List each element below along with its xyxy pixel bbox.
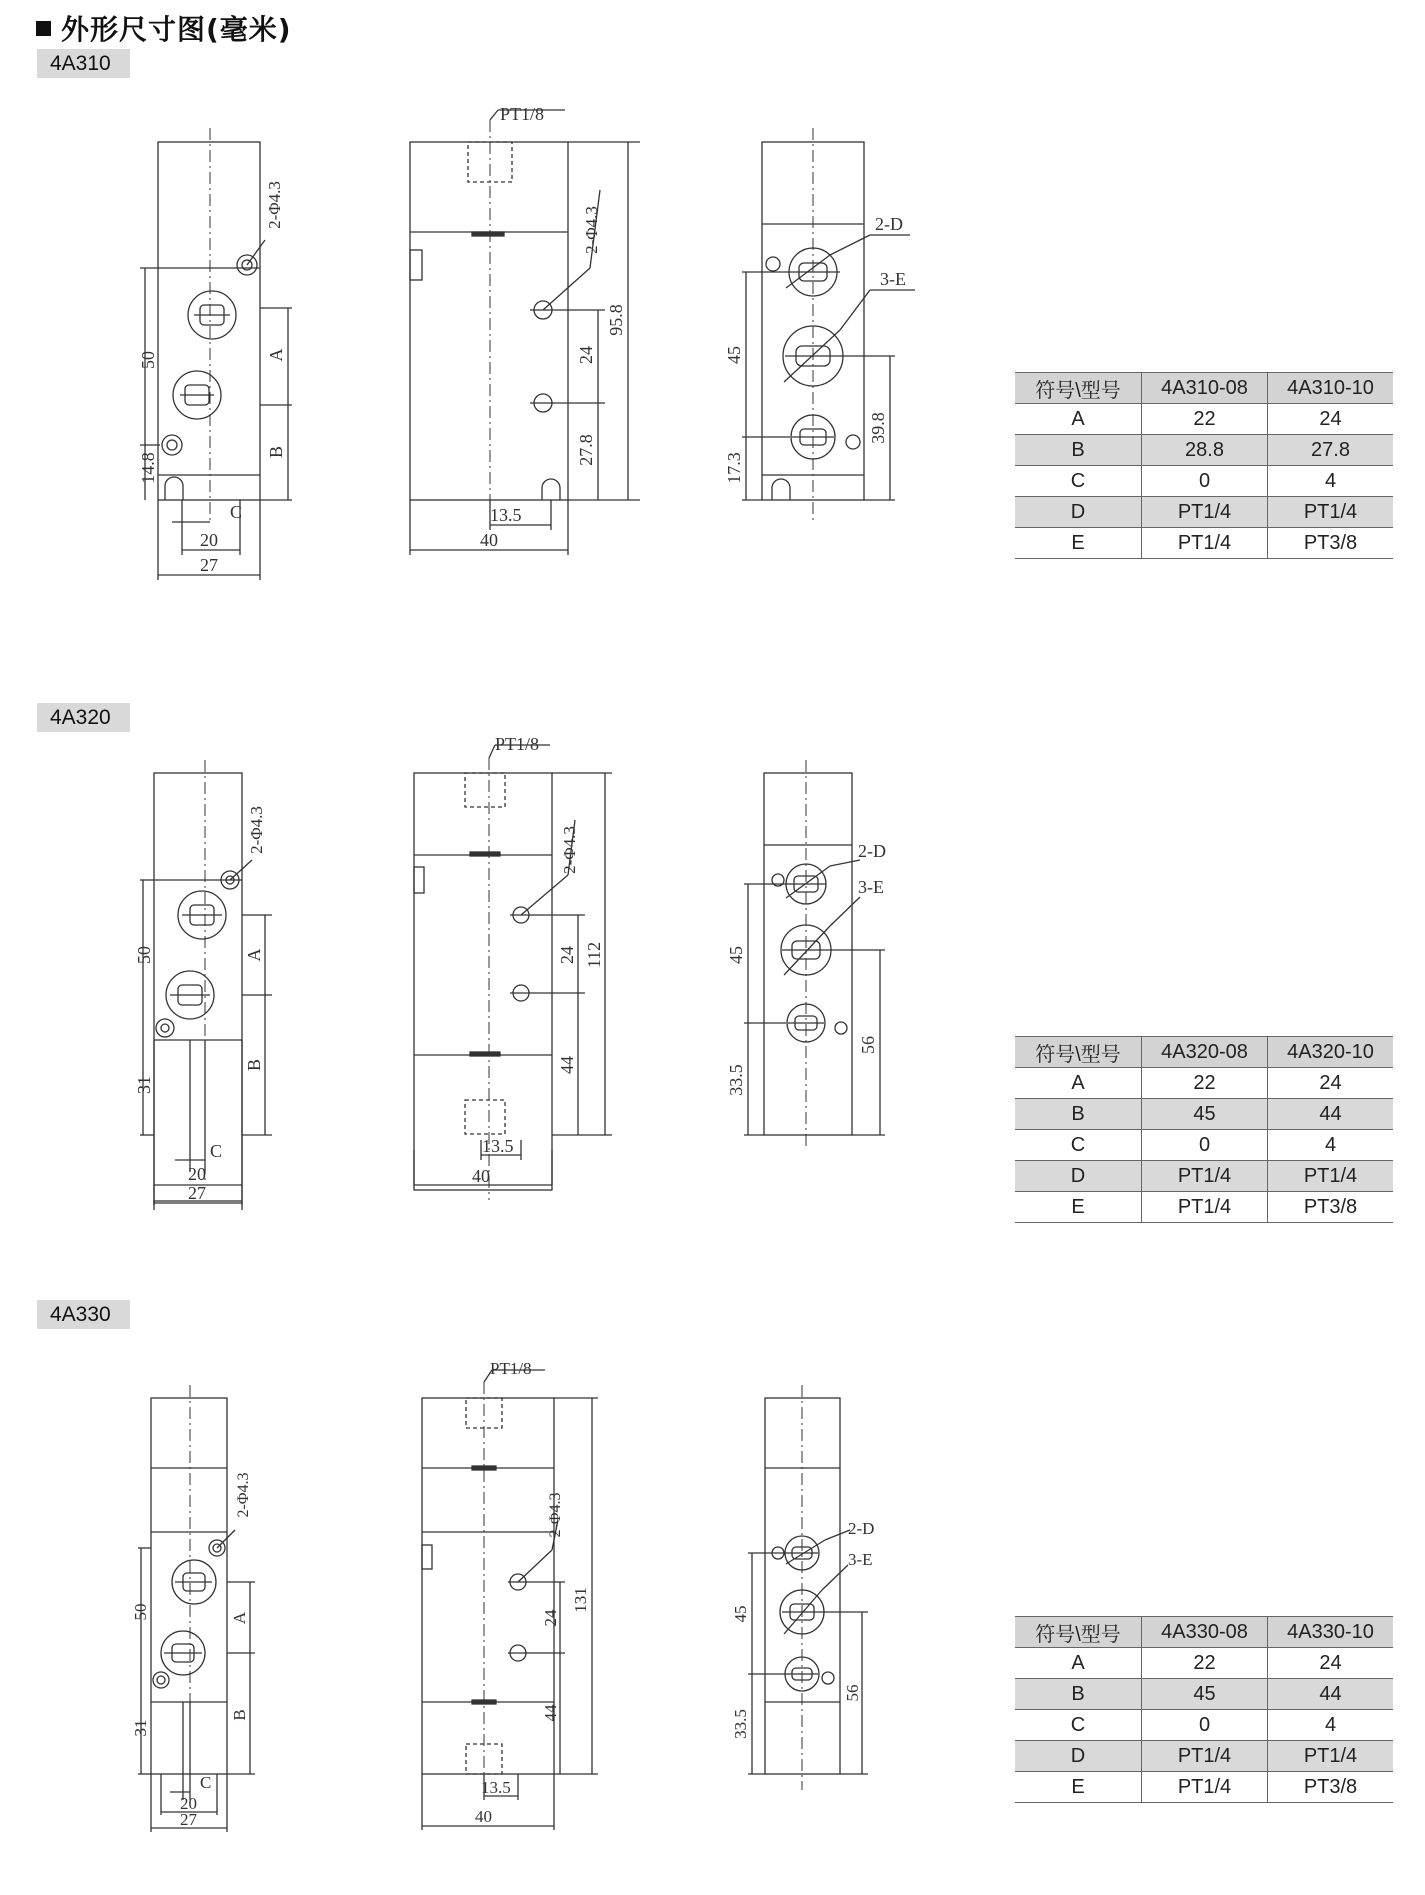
table-row [1015, 1099, 1393, 1130]
dim-4a310-39-8: 39.8 [868, 412, 888, 444]
spec-header: 4A320-08 [1142, 1037, 1268, 1068]
table-cell: 22 [1142, 404, 1268, 435]
table-cell: PT1/4 [1142, 1741, 1268, 1772]
model-tag-4a320: 4A320 [37, 703, 130, 732]
table-cell: D [1015, 1161, 1142, 1192]
spec-header: 4A310-08 [1142, 373, 1268, 404]
dim-4a310-40: 40 [480, 530, 498, 550]
dim-4a330-44: 44 [541, 1704, 560, 1722]
table-cell: PT1/4 [1142, 528, 1268, 559]
table-cell: PT1/4 [1142, 1161, 1268, 1192]
label-4a320-side-mount-holes: 2-Φ4.3 [560, 826, 579, 874]
dim-4a320-13-5: 13.5 [482, 1136, 514, 1156]
table-cell: 45 [1142, 1679, 1268, 1710]
model-tag-4a310: 4A310 [37, 49, 130, 78]
table-row [1015, 1068, 1393, 1099]
dim-4a330-40: 40 [475, 1807, 492, 1826]
page-title [36, 8, 292, 48]
dim-4a320-27: 27 [188, 1183, 206, 1203]
label-4a310-pt18: PT1/8 [500, 104, 545, 124]
table-cell: B [1015, 1679, 1142, 1710]
table-cell: PT3/8 [1268, 1192, 1394, 1223]
dim-4a310-27: 27 [200, 555, 218, 575]
label-4a310-3e: 3-E [880, 269, 906, 289]
table-cell: 45 [1142, 1099, 1268, 1130]
table-cell: 22 [1142, 1648, 1268, 1679]
table-row [1015, 466, 1393, 497]
dim-4a330-c: C [200, 1773, 212, 1792]
dim-4a330-b: B [230, 1709, 249, 1721]
dim-4a320-front-50: 50 [134, 946, 154, 964]
spec-header: 4A320-10 [1268, 1037, 1394, 1068]
table-row [1015, 497, 1393, 528]
table-row [1015, 1710, 1393, 1741]
dim-4a330-27: 27 [180, 1810, 197, 1829]
table-cell: PT3/8 [1268, 528, 1394, 559]
dim-4a320-56: 56 [858, 1036, 878, 1054]
dim-4a320-33-5: 33.5 [726, 1064, 746, 1096]
table-cell: 22 [1142, 1068, 1268, 1099]
table-cell: PT1/4 [1142, 1772, 1268, 1803]
label-4a330-side-mount-holes: 2-Φ4.3 [547, 1492, 564, 1538]
spec-header: 4A310-10 [1268, 373, 1394, 404]
label-4a330-pt18: PT1/8 [490, 1359, 532, 1378]
dim-4a310-95-8: 95.8 [606, 304, 626, 336]
table-cell: E [1015, 528, 1142, 559]
label-4a310-2d: 2-D [875, 214, 903, 234]
table-cell: PT1/4 [1142, 497, 1268, 528]
table-row [1015, 1192, 1393, 1223]
dim-4a330-front-31: 31 [131, 1719, 150, 1737]
dim-4a310-a: A [266, 348, 286, 362]
table-cell: PT3/8 [1268, 1772, 1394, 1803]
table-cell: A [1015, 404, 1142, 435]
dim-4a320-24: 24 [557, 946, 577, 964]
dim-4a320-45: 45 [726, 946, 746, 964]
label-4a330-2d: 2-D [848, 1519, 875, 1538]
dim-4a330-13-5: 13.5 [481, 1778, 511, 1797]
dim-4a310-27-8: 27.8 [576, 434, 596, 466]
spec-table-4a310 [1015, 372, 1393, 559]
dim-4a330-33-5: 33.5 [731, 1709, 750, 1739]
dim-4a310-24: 24 [576, 346, 596, 364]
spec-table-4a320 [1015, 1036, 1393, 1223]
table-cell: 24 [1268, 1648, 1394, 1679]
table-cell: PT1/4 [1268, 1161, 1394, 1192]
label-4a330-3e: 3-E [848, 1550, 873, 1569]
spec-header: 4A330-08 [1142, 1617, 1268, 1648]
table-cell: 24 [1268, 404, 1394, 435]
table-cell: 4 [1268, 1130, 1394, 1161]
label-4a310-side-mount-holes: 2-Φ4.3 [582, 206, 601, 254]
spec-table-4a330 [1015, 1616, 1393, 1803]
table-cell: 0 [1142, 1710, 1268, 1741]
table-cell: D [1015, 497, 1142, 528]
dim-4a320-44: 44 [557, 1056, 577, 1074]
table-cell: A [1015, 1648, 1142, 1679]
label-4a320-3e: 3-E [858, 877, 884, 897]
table-row [1015, 1648, 1393, 1679]
dim-4a310-13-5: 13.5 [490, 505, 522, 525]
label-4a320-2d: 2-D [858, 841, 886, 861]
table-row [1015, 1161, 1393, 1192]
table-cell: 44 [1268, 1099, 1394, 1130]
table-cell: 44 [1268, 1679, 1394, 1710]
table-row [1015, 435, 1393, 466]
table-cell: 0 [1142, 466, 1268, 497]
dim-4a330-56: 56 [843, 1684, 862, 1702]
table-cell: PT1/4 [1142, 1192, 1268, 1223]
table-cell: PT1/4 [1268, 1741, 1394, 1772]
dim-4a320-b: B [244, 1058, 264, 1072]
table-cell: 27.8 [1268, 435, 1394, 466]
label-4a330-front-mount-holes: 2-Φ4.3 [235, 1472, 252, 1518]
dim-4a330-a: A [230, 1611, 249, 1625]
dim-4a320-a: A [244, 948, 264, 962]
table-row [1015, 1772, 1393, 1803]
dim-4a330-45: 45 [731, 1605, 750, 1623]
table-cell: 28.8 [1142, 435, 1268, 466]
table-cell: E [1015, 1772, 1142, 1803]
table-row [1015, 404, 1393, 435]
dim-4a310-front-14-8: 14.8 [138, 452, 158, 484]
dim-4a330-131: 131 [571, 1587, 590, 1613]
table-cell: 4 [1268, 1710, 1394, 1741]
dim-4a310-c: C [230, 502, 243, 522]
table-row [1015, 1130, 1393, 1161]
dim-4a320-20: 20 [188, 1164, 206, 1184]
dim-4a320-112: 112 [584, 941, 604, 969]
dim-4a330-front-50: 50 [131, 1603, 150, 1621]
table-cell: C [1015, 466, 1142, 497]
table-row [1015, 1741, 1393, 1772]
label-4a310-front-mount-holes: 2-Φ4.3 [265, 181, 284, 229]
table-cell: PT1/4 [1268, 497, 1394, 528]
square-bullet-icon [36, 21, 51, 36]
dim-4a310-17-3: 17.3 [724, 452, 744, 484]
spec-header: 符号\型号 [1015, 1617, 1142, 1648]
page-title-text: 外形尺寸图(毫米) [61, 13, 292, 46]
dim-4a310-20: 20 [200, 530, 218, 550]
table-cell: 0 [1142, 1130, 1268, 1161]
dim-4a310-b: B [266, 445, 286, 459]
table-cell: E [1015, 1192, 1142, 1223]
spec-header: 4A330-10 [1268, 1617, 1394, 1648]
table-cell: B [1015, 435, 1142, 466]
dim-4a320-c: C [210, 1141, 223, 1161]
table-row [1015, 528, 1393, 559]
dim-4a320-front-31: 31 [134, 1076, 154, 1094]
table-cell: 4 [1268, 466, 1394, 497]
table-cell: 24 [1268, 1068, 1394, 1099]
table-cell: C [1015, 1130, 1142, 1161]
dim-4a310-front-50: 50 [138, 351, 158, 369]
dim-4a330-24: 24 [541, 1609, 560, 1627]
table-cell: A [1015, 1068, 1142, 1099]
spec-header: 符号\型号 [1015, 373, 1142, 404]
dim-4a310-45: 45 [724, 346, 744, 364]
table-row [1015, 1679, 1393, 1710]
label-4a320-front-mount-holes: 2-Φ4.3 [247, 806, 266, 854]
model-tag-4a330: 4A330 [37, 1300, 130, 1329]
spec-header: 符号\型号 [1015, 1037, 1142, 1068]
dim-4a320-40: 40 [472, 1166, 490, 1186]
table-cell: D [1015, 1741, 1142, 1772]
dim-4a330-20: 20 [180, 1794, 197, 1813]
label-4a320-pt18: PT1/8 [495, 734, 540, 754]
table-cell: C [1015, 1710, 1142, 1741]
table-cell: B [1015, 1099, 1142, 1130]
